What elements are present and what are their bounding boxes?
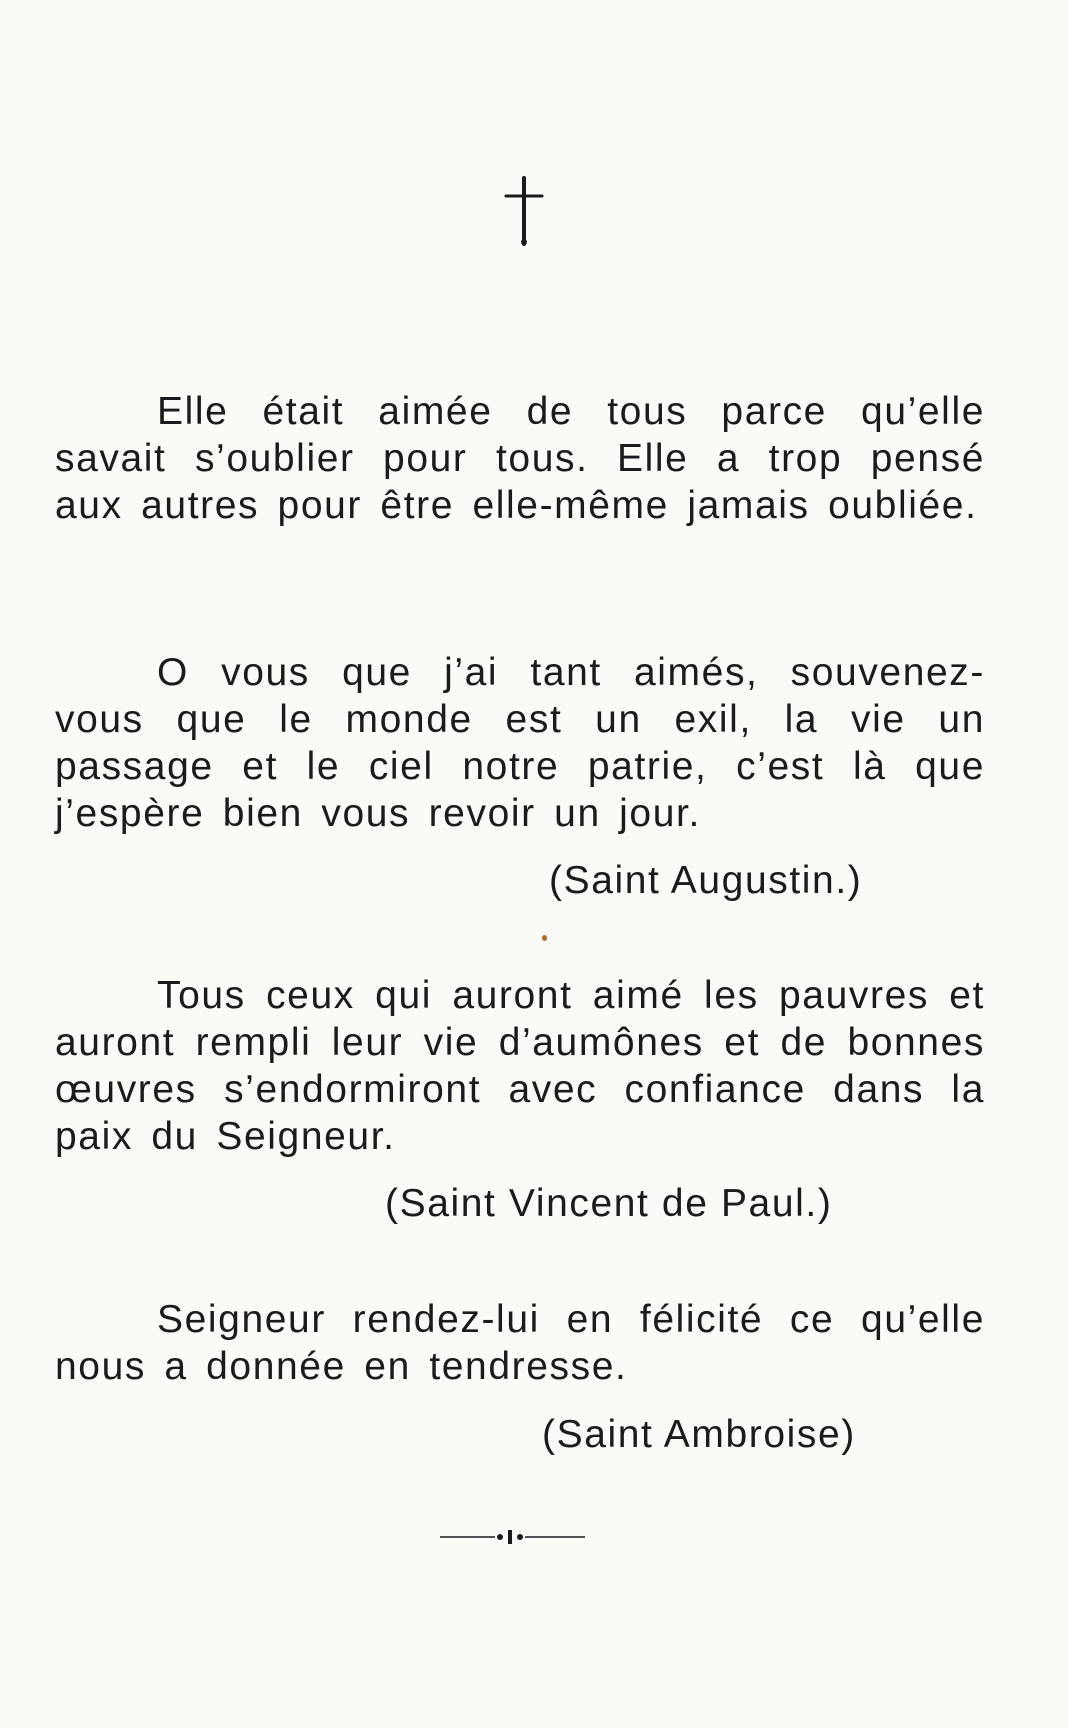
cross-icon — [500, 176, 548, 246]
paragraph-1: Elle était aimée de tous parce qu’elle savait s’oublier pour tous. Elle a trop pensé aux autres pour être elle-même jamais oubliée. — [55, 390, 985, 527]
attribution-vincent-de-paul: (Saint Vincent de Paul.) — [385, 1182, 833, 1225]
ornament-divider-icon — [440, 1527, 585, 1547]
paragraph-4: Seigneur rendez-lui en félicité ce qu’elle nous a donnée en tendresse. — [55, 1298, 985, 1388]
paragraph-2: O vous que j’ai tant aimés, souvenez-vous que le monde est un exil, la vie un passage et le ciel notre patrie, c’est là que j’espère bien vous revoir un jour. — [55, 651, 985, 835]
attribution-augustin: (Saint Augustin.) — [549, 859, 863, 902]
ink-speck — [542, 935, 547, 941]
attribution-ambroise: (Saint Ambroise) — [542, 1413, 856, 1456]
paragraph-3: Tous ceux qui auront aimé les pauvres et auront rempli leur vie d’aumônes et de bonnes œuvres s’endormiront avec confiance dans la paix du Seigneur. — [55, 974, 985, 1158]
